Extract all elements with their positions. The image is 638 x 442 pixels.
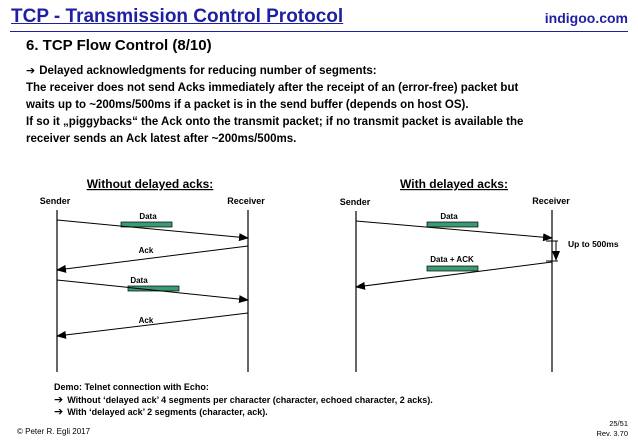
right-data-ack-segment bbox=[427, 266, 478, 271]
left-arrow-data-2 bbox=[57, 280, 248, 300]
copyright: © Peter R. Egli 2017 bbox=[17, 427, 91, 436]
body-line-1: The receiver does not send Acks immediately after the receipt of an (error-free) packet but bbox=[26, 82, 519, 94]
diagram-with-delayed-acks bbox=[340, 177, 619, 372]
right-receiver-label: Receiver bbox=[532, 196, 570, 206]
demo-notes bbox=[54, 381, 433, 419]
left-msg-3-label: Data bbox=[130, 276, 148, 285]
right-data-segment bbox=[427, 222, 478, 227]
right-arrow-icon: ➔ bbox=[26, 64, 36, 77]
left-receiver-label: Receiver bbox=[227, 196, 265, 206]
revision: Rev. 3.70 bbox=[596, 429, 628, 438]
right-arrow-icon: ➔ bbox=[54, 392, 64, 406]
page-number: 25/51 bbox=[609, 419, 628, 428]
demo-title: Demo: Telnet connection with Echo: bbox=[54, 382, 209, 392]
body-line-2: waits up to ~200ms/500ms if a packet is in the send buffer (depends on host OS). bbox=[26, 99, 469, 111]
right-arrow-icon: ➔ bbox=[54, 405, 64, 418]
section-heading: 6. TCP Flow Control (8/10) bbox=[26, 37, 212, 54]
right-msg-1-label: Data bbox=[440, 212, 458, 221]
delay-label: Up to 500ms bbox=[568, 239, 619, 249]
right-diagram-title: With delayed acks: bbox=[400, 177, 508, 191]
body-line-4: receiver sends an Ack latest after ~200ms/500ms. bbox=[26, 133, 297, 145]
right-msg-2-label: Data + ACK bbox=[430, 255, 474, 264]
left-diagram-title: Without delayed acks: bbox=[86, 177, 214, 191]
left-msg-1-label: Data bbox=[139, 212, 157, 221]
page-info bbox=[596, 419, 628, 439]
body-line-3: If so it „piggybacks“ the Ack onto the transmit packet; if no transmit packet is available the bbox=[26, 116, 524, 128]
bullet-text: Delayed acknowledgments for reducing number of segments: bbox=[39, 65, 377, 77]
demo-item-1-text: Without ‘delayed ack’ 4 segments per character (character, echoed character, 2 acks). bbox=[67, 394, 433, 405]
demo-item-2-text: With ‘delayed ack’ 2 segments (character, ack). bbox=[67, 407, 268, 417]
left-msg-2-label: Ack bbox=[138, 246, 154, 255]
slide-title: TCP - Transmission Control Protocol bbox=[11, 6, 344, 27]
right-sender-label: Sender bbox=[339, 197, 371, 207]
left-sender-label: Sender bbox=[39, 196, 71, 206]
demo-item-2 bbox=[54, 406, 433, 419]
brand-logo: indigoo.com bbox=[544, 10, 628, 26]
diagram-without-delayed-acks bbox=[40, 177, 266, 372]
left-data-segment-1 bbox=[121, 222, 172, 227]
left-msg-4-label: Ack bbox=[138, 316, 154, 325]
demo-item-1 bbox=[54, 394, 433, 407]
